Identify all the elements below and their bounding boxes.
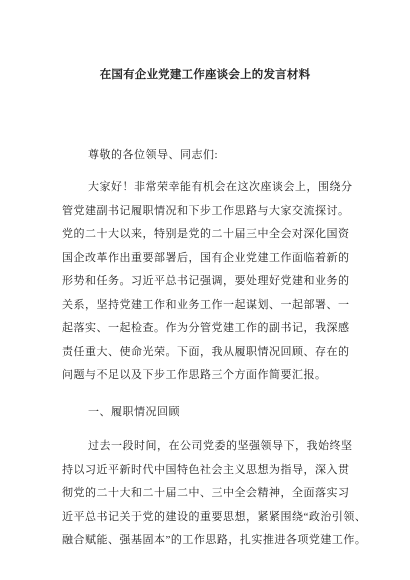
paragraph-line: 过去一段时间，在公司党委的坚强领导下，我始终坚 [88,440,353,453]
paragraph-line: 党的二十大以来，特别是党的二十届三中全会对深化国资 [62,228,350,241]
paragraph-line: 近平总书记关于党的建设的重要思想，紧紧围绕“政治引领、 [62,510,367,523]
paragraph-line: 融合赋能、强基固本”的工作思路，扎实推进各项党建工作。 [62,534,367,547]
document-title: 在国有企业党建工作座谈会上的发言材料 [99,69,311,81]
paragraph-line: 持以习近平新时代中国特色社会主义思想为指导，深入贯 [62,463,350,476]
paragraph-line: 形势和任务。习近平总书记强调，要处理好党建和业务的 [62,275,350,288]
paragraph-line: 彻党的二十大和二十届二中、三中全会精神，全面落实习 [62,487,350,500]
section-paragraph [62,435,382,553]
paragraph-line: 关系，坚持党建工作和业务工作一起谋划、一起部署、一 [62,298,350,311]
paragraph-line: 大家好！非常荣幸能有机会在这次座谈会上，围绕分 [88,181,353,194]
section-heading: 一、履职情况回顾 [88,405,180,418]
paragraph-line: 责任重大、使命光荣。下面，我从履职情况回顾、存在的 [62,345,350,358]
paragraph-line: 管党建副书记履职情况和下步工作思路与大家交流探讨。 [62,204,350,217]
paragraph-line: 国企改革作出重要部署后，国有企业党建工作面临着新的 [62,251,350,264]
intro-paragraph [62,176,382,388]
paragraph-line: 问题与不足以及下步工作思路三个方面作简要汇报。 [62,369,327,382]
paragraph-line: 起落实、一起检查。作为分管党建工作的副书记，我深感 [62,322,350,335]
salutation: 尊敬的各位领导、同志们: [88,149,219,161]
